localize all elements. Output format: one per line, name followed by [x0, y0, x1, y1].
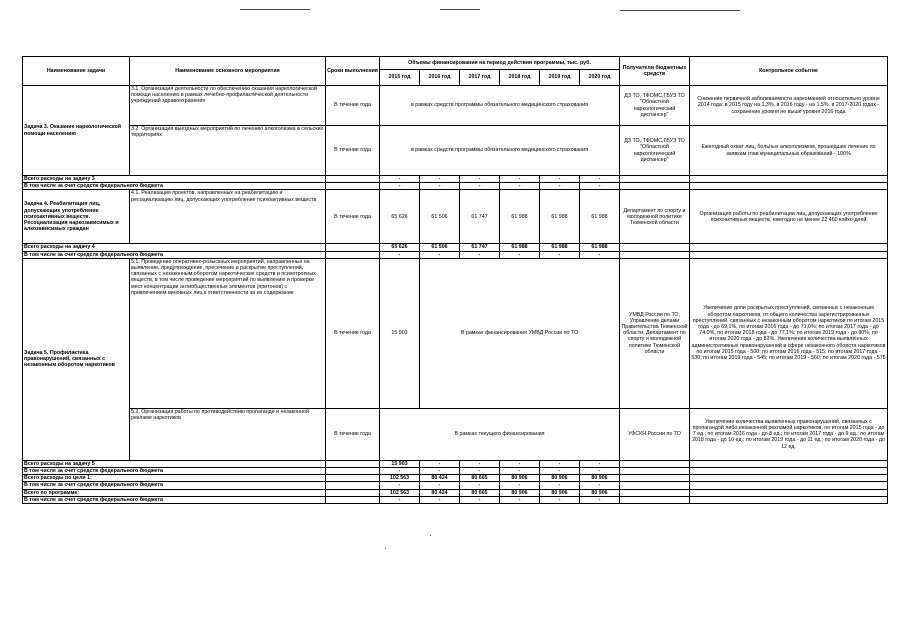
header-year: 2017 год	[460, 70, 500, 86]
header-year: 2016 год	[420, 70, 460, 86]
value-cell: -	[580, 176, 620, 183]
task3-total-row	[23, 176, 888, 183]
task4-name: Задача 4. Реабилитация лиц, допускающих употребление психоактивных веществ. Ресоциализация наркозависимых и алкозависимых граждан	[23, 190, 130, 244]
value-cell: -	[580, 460, 620, 467]
header-year: 2020 год	[580, 70, 620, 86]
value-cell: -	[420, 176, 460, 183]
task3-m1-text: 3.1. Организация деятельности по обеспечению оказания наркологической помощи населению в рамках лечебно-профилактической деятельности учреждений здравоохранения	[130, 86, 326, 126]
task3-m2-term: В течение года	[326, 126, 380, 176]
value-cell: -	[420, 468, 460, 475]
task5-m1-recipient: УМВД России по ТО, Управление делами Правительства Тюменской области, Департамент по спорту и молодежной политике Тюменской области	[620, 258, 690, 408]
task3-m2-text: 3.2. Организация выездных мероприятий по лечению алкоголизма в сельских территориях	[130, 126, 326, 176]
value-cell: -	[460, 496, 500, 503]
value-cell: -	[380, 468, 420, 475]
task5-m2-term: В течение года	[326, 408, 380, 460]
task3-m1-control: Снижение первичной заболеваемости наркоманией относительно уровня 2014 года: в 2015 году на 1,3%, в 2016 году - на 1,5%, в 2017-2020 годах - сохранение уровня не выше уровня 2016 года	[690, 86, 888, 126]
task5-federal-row	[23, 468, 888, 475]
value-cell: 61 988	[540, 190, 580, 244]
value-cell: -	[540, 460, 580, 467]
value-cell: 65 626	[380, 190, 420, 244]
task4-total-label: Всего расходы на задачу 4	[23, 244, 326, 251]
value-cell: -	[500, 468, 540, 475]
task3-measure1-row	[23, 86, 888, 126]
value-cell: -	[420, 183, 460, 190]
value-cell: -	[580, 183, 620, 190]
task3-total-label: Всего расходы на задачу 3	[23, 176, 326, 183]
value-cell: 80 906	[500, 475, 540, 482]
task5-measure2-row	[23, 408, 888, 460]
value-cell: -	[500, 460, 540, 467]
header-task: Наименование задачи	[23, 57, 130, 86]
value-cell: 80 665	[460, 489, 500, 496]
goal-federal-label: В том числе за счет средств федерального бюджета	[23, 482, 326, 489]
value-cell: 61 988	[580, 244, 620, 251]
task4-m1-term: В течение года	[326, 190, 380, 244]
task3-measure2-row	[23, 126, 888, 176]
value-cell: -	[460, 183, 500, 190]
value-cell: 102 563	[380, 475, 420, 482]
value-cell: -	[380, 183, 420, 190]
task5-m1-term: В течение года	[326, 258, 380, 408]
goal-total-label: Всего расходы по цели 1:	[23, 475, 326, 482]
value-cell: -	[540, 176, 580, 183]
value-cell: 80 906	[580, 475, 620, 482]
header-year: 2015 год	[380, 70, 420, 86]
value-cell: -	[380, 251, 420, 258]
value-cell: 61 747	[460, 190, 500, 244]
value-cell: -	[580, 468, 620, 475]
value-cell: -	[500, 496, 540, 503]
value-cell: 80 906	[540, 489, 580, 496]
header-control: Контрольное событие	[690, 57, 888, 86]
task4-federal-row	[23, 251, 888, 258]
value-cell: 61 747	[460, 244, 500, 251]
value-cell: -	[460, 468, 500, 475]
value-cell: -	[540, 482, 580, 489]
goal-federal-row	[23, 482, 888, 489]
value-cell: 80 424	[420, 475, 460, 482]
goal-total-row	[23, 475, 888, 482]
value-cell: 61 506	[420, 244, 460, 251]
value-cell: -	[500, 482, 540, 489]
task3-m1-recipient: ДЗ ТО, ТФОМС,ГБУЗ ТО "Областной наркологический диспансер"	[620, 86, 690, 126]
header-funding: Объемы финансирования на период действия программы, тыс. руб.	[380, 57, 620, 70]
task5-total-row	[23, 460, 888, 467]
value-cell: -	[500, 251, 540, 258]
value-cell: -	[460, 460, 500, 467]
value-cell: -	[380, 482, 420, 489]
value-cell: -	[420, 460, 460, 467]
task5-m1-text: 5.1. Проведение оперативно-розыскных мероприятий, направленных на выявление, предупреждение, пресечение и раскрытие преступлений, связанных с незаконным оборотом наркотических средств и психотропных веществ, в том числе проведение мероприятий по выявлению и проверке мест концентрации антиобщественных элементов (притонов) с привлечением виновных лиц к ответственности за их содержание	[130, 258, 326, 408]
task3-name: Задача 3. Оказание наркологической помощи населению	[23, 86, 130, 176]
value-cell: 15 903	[380, 460, 420, 467]
task5-name: Задача 5. Профилактика правонарушений, связанных с незаконным оборотом наркотиков	[23, 258, 130, 460]
header-year: 2019 год	[540, 70, 580, 86]
value-cell: 80 665	[460, 475, 500, 482]
value-cell: 61 988	[580, 190, 620, 244]
task5-m1-funding: В рамках финансирования УМВД России по ТО	[420, 258, 620, 408]
value-cell: -	[580, 251, 620, 258]
task5-m2-funding: В рамках текущего финансирования	[380, 408, 620, 460]
task3-m1-term: В течение года	[326, 86, 380, 126]
value-cell: -	[500, 176, 540, 183]
value-cell: -	[380, 176, 420, 183]
task3-m1-funding: в рамках средств программы обязательного медицинского страхования	[380, 86, 620, 126]
value-cell: -	[540, 468, 580, 475]
task3-m2-funding: в рамках средств программы обязательного медицинского страхования	[380, 126, 620, 176]
program-total-label: Всего по программе:	[23, 489, 326, 496]
value-cell: -	[420, 482, 460, 489]
program-federal-label: В том числе за счет средств федерального бюджета	[23, 496, 326, 503]
task5-m2-recipient: УФСКН России по ТО	[620, 408, 690, 460]
task4-m1-recipient: Департамент по спорту и молодежной политике Тюменской области	[620, 190, 690, 244]
value-cell: -	[540, 183, 580, 190]
task4-federal-label: В том числе за счет средств федерального бюджета	[23, 251, 326, 258]
header-row-1	[23, 57, 888, 70]
value-cell: -	[420, 251, 460, 258]
task5-m2-control: Увеличение количества выявленных правонарушений, связанных с пропагандой либо незаконной рекламой наркотиков, по итогам 2015 года - до 7 ед.; по итогам 2016 года - до 8 ед.; по итогам 2017 года - до 9 ед.; по итогам 2018 года - до 10 ед.; по итогам 2019 года - до 11 ед.; по итогам 2020 года - до 12 ед.	[690, 408, 888, 460]
task5-total-label: Всего расходы на задачу 5	[23, 460, 326, 467]
task3-m2-control: Ежегодный охват лиц, больных алкоголизмом, прошедших лечение по заявкам глав муниципальных образований - 100%	[690, 126, 888, 176]
value-cell: 80 906	[540, 475, 580, 482]
value-cell: -	[500, 183, 540, 190]
value-cell: 80 906	[500, 489, 540, 496]
program-total-row	[23, 489, 888, 496]
value-cell: -	[540, 251, 580, 258]
value-cell: 80 906	[580, 489, 620, 496]
header-measure: Наименование основного мероприятия	[130, 57, 326, 86]
task5-m2-text: 5.2. Организация работы по противодействию пропаганде и незаконной рекламе наркотиков	[130, 408, 326, 460]
value-cell: 15 903	[380, 258, 420, 408]
value-cell: 80 424	[420, 489, 460, 496]
value-cell: 61 988	[500, 190, 540, 244]
header-terms: Сроки выполнения	[326, 57, 380, 86]
value-cell: -	[580, 482, 620, 489]
task3-federal-label: В том числе за счет средств федерального бюджета	[23, 183, 326, 190]
task3-federal-row	[23, 183, 888, 190]
value-cell: 65 626	[380, 244, 420, 251]
task4-measure1-row	[23, 190, 888, 244]
value-cell: 61 988	[540, 244, 580, 251]
value-cell: -	[540, 496, 580, 503]
task5-m1-control: Увеличение доли раскрытых преступлений, связанных с незаконным оборотом наркотиков, от общего количества зарегистрированных преступлений, связанных с незаконным оборотом наркотиков по итогам 2015 года - до 69,1%, по итогам 2016 года - до 71,0%; по итогам 2017 года - до 74,0%, по итогам 2018 года - до 77,1%; по итогам 2019 года - до 80%; по итогам 2020 года - до 83%. Увеличение количества выявленных административных правонарушений в сфере незаконного оборота наркотиков по итогам 2015 года - 500; по итогам 2016 года - 515; по итогам 2017 года - 530; по итогам 2019 года - 545; по итогам 2019 - 560; по итогам 2020 года - 575	[690, 258, 888, 408]
task5-federal-label: В том числе за счет средств федерального бюджета	[23, 468, 326, 475]
task4-m1-text: 4.1. Реализация проектов, направленных на реабилитацию и ресоциализацию лиц, допускающих употребление психоактивных веществ	[130, 190, 326, 244]
value-cell: -	[460, 176, 500, 183]
value-cell: 102 563	[380, 489, 420, 496]
value-cell: -	[420, 496, 460, 503]
program-table-sheet	[22, 56, 888, 504]
task3-m2-recipient: ДЗ ТО, ТФОМС,ГБУЗ ТО "Областной наркологический диспансер"	[620, 126, 690, 176]
funding-table	[22, 56, 888, 504]
program-federal-row	[23, 496, 888, 503]
header-recipients: Получатели бюджетных средств	[620, 57, 690, 86]
value-cell: -	[460, 482, 500, 489]
header-year: 2018 год	[500, 70, 540, 86]
value-cell: -	[460, 251, 500, 258]
task4-total-row	[23, 244, 888, 251]
value-cell: 61 506	[420, 190, 460, 244]
value-cell: -	[580, 496, 620, 503]
task5-measure1-row	[23, 258, 888, 408]
task4-m1-control: Организация работы по реабилитации лиц, допускающих употребление психоактивных веществ, ежегодно не менее 22 460 койко-дней	[690, 190, 888, 244]
value-cell: -	[380, 496, 420, 503]
value-cell: 61 988	[500, 244, 540, 251]
